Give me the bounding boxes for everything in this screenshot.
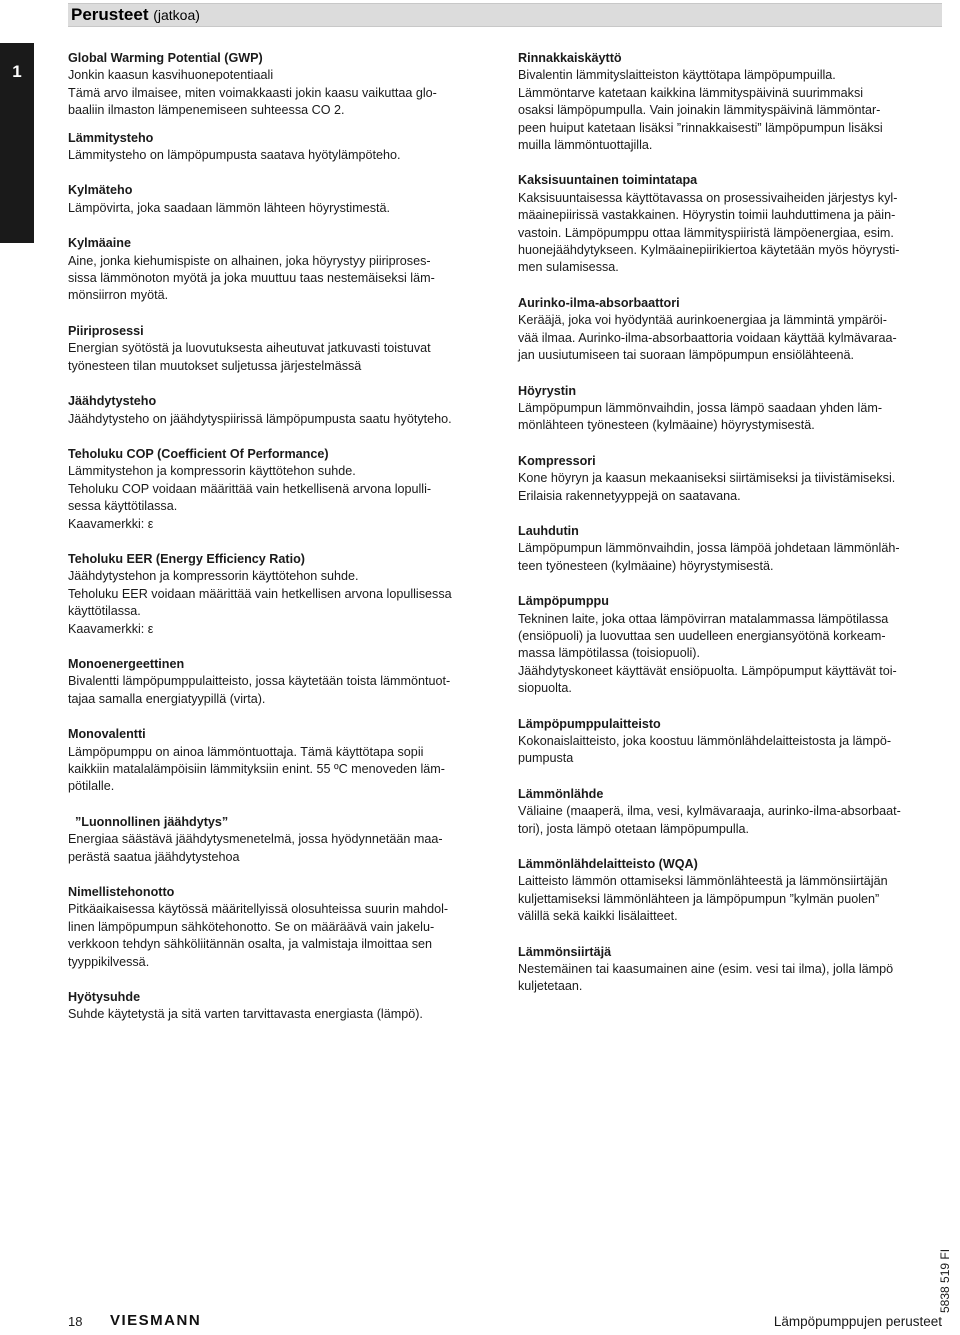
glossary-entry: [518, 944, 946, 996]
glossary-definition-line: kuljettamiseksi lämmönlähteen ja lämpöpumpun ”kylmän puolen”: [518, 891, 880, 906]
page-number: 18: [68, 1314, 83, 1329]
glossary-definition-line: käyttötilassa.: [68, 604, 141, 619]
glossary-entry: [68, 235, 498, 305]
glossary-definition-line: kaikkiin matalalämpöisiin lämmityksiin enint. 55 ºC menoveden läm-: [68, 762, 445, 776]
glossary-entry: [518, 716, 946, 768]
glossary-definition-line: peen huiput katetaan lisäksi ”rinnakkaisesti” lämpöpumpun lisäksi: [518, 120, 883, 135]
glossary-definition-line: Laitteisto lämmön ottamiseksi lämmönlähteestä ja lämmönsiirtäjän: [518, 874, 888, 889]
glossary-definition-line: tyyppikilvessä.: [68, 954, 150, 969]
glossary-entry: [68, 393, 498, 428]
glossary-term: Lämpöpumppulaitteisto: [518, 716, 661, 731]
glossary-entry: [518, 593, 946, 697]
glossary-term: Hyötysuhde: [68, 990, 141, 1005]
glossary-definition-line: Erilaisia rakennetyyppejä on saatavana.: [518, 488, 741, 503]
glossary-definition-line: Teholuku EER voidaan määrittää vain hetkellisen arvona lopullisessa: [68, 586, 452, 601]
glossary-term: Lämmitysteho: [68, 130, 154, 145]
glossary-definition-line: baaliin ilmaston lämpenemiseen suhteessa CO 2.: [68, 103, 345, 118]
glossary-term: ”Luonnollinen jäähdytys”: [68, 814, 229, 829]
glossary-definition-line: mäainepiirissä vastakkainen. Höyrystin toimii lauhduttimena ja päin-: [518, 208, 896, 223]
glossary-term: Monoenergeettinen: [68, 656, 185, 671]
glossary-definition-line: mönlähteen työnesteen (kylmäaine) höyrystymisestä.: [518, 418, 815, 433]
glossary-definition-line: Lämpöpumpun lämmönvaihdin, jossa lämpöä johdetaan lämmönläh-: [518, 541, 900, 556]
glossary-definition-line: Energiaa säästävä jäähdytysmenetelmä, jossa hyödynnetään maa-: [68, 832, 443, 847]
glossary-definition-line: sessa käyttötilassa.: [68, 499, 178, 514]
glossary-term: Global Warming Potential (GWP): [68, 51, 263, 65]
section-title-main: Perusteet: [71, 5, 149, 24]
glossary-definition-line: linen lämpöpumpun sähkötehonotto. Se on määräävä vain jakelu-: [68, 919, 435, 934]
glossary-term: Teholuku COP (Coefficient Of Performance): [68, 446, 329, 461]
section-title: [71, 4, 200, 26]
glossary-entry: [68, 884, 498, 971]
glossary-definition-line: Energian syötöstä ja luovutuksesta aiheutuvat jatkuvasti toistuvat: [68, 341, 431, 356]
glossary-term: Nimellistehonotto: [68, 885, 175, 900]
glossary-definition-line: Kone höyryn ja kaasun mekaaniseksi siirtämiseksi ja tiivistämiseksi.: [518, 471, 896, 486]
glossary-definition-line: Aine, jonka kiehumispiste on alhainen, joka höyrystyy piiriproses-: [68, 253, 431, 268]
glossary-definition-line: Tekninen laite, joka ottaa lämpövirran matalammassa lämpötilassa: [518, 611, 889, 626]
glossary-definition-line: vastoin. Lämpöpumppu ottaa lämmityspiiristä lämpöenergiaa, esim.: [518, 225, 894, 240]
glossary-definition-line: Kerääjä, joka voi hyödyntää aurinkoenergiaa ja lämmintä ympäröi-: [518, 313, 887, 328]
glossary-definition-line: tori), josta lämpö otetaan lämpöpumpulla.: [518, 821, 750, 836]
footer-title: Lämpöpumppujen perusteet: [773, 1314, 942, 1329]
glossary-entry: [68, 726, 498, 796]
glossary-term: Kaksisuuntainen toimintatapa: [518, 173, 698, 188]
glossary-definition-line: Bivalentin lämmityslaitteiston käyttötapa lämpöpumpuilla.: [518, 68, 836, 83]
glossary-entry: [68, 551, 498, 638]
glossary-definition-line: huonejäähdytykseen. Kylmäainepiirikiertoa käytetään myös höyrysti-: [518, 243, 900, 258]
glossary-definition-line: Väliaine (maaperä, ilma, vesi, kylmävaraaja, aurinko-ilma-absorbaat-: [518, 804, 901, 819]
glossary-definition-line: Lämpöpumpun lämmönvaihdin, jossa lämpö saadaan yhden läm-: [518, 400, 883, 415]
glossary-term: Kompressori: [518, 453, 596, 468]
left-column: [68, 50, 498, 1024]
glossary-definition-line: perästä saatua jäähdytystehoa: [68, 849, 240, 864]
glossary-term: Aurinko-ilma-absorbaattori: [518, 295, 680, 310]
glossary-definition-line: Pitkäaikaisessa käytössä määritellyissä olosuhteissa suurin mahdol-: [68, 902, 449, 917]
section-header-bar: [68, 3, 942, 27]
glossary-entry: [68, 130, 498, 165]
glossary-term: Höyrystin: [518, 383, 577, 398]
glossary-definition-line: verkkoon tehdyn sähköliitännän osalta, ja valmistaja ilmoittaa sen: [68, 937, 433, 952]
glossary-entry: [518, 786, 946, 838]
glossary-definition-line: tajaa samalla energiatyypillä (virta).: [68, 691, 266, 706]
glossary-entry: [68, 814, 498, 866]
glossary-entry: [68, 50, 498, 120]
glossary-term: Lämpöpumppu: [518, 594, 609, 609]
glossary-term: Kylmäaine: [68, 236, 131, 251]
glossary-definition-line: men sulamisessa.: [518, 260, 619, 275]
glossary-definition-line: mönsiirron myötä.: [68, 288, 169, 303]
glossary-entry: [518, 172, 946, 276]
glossary-definition-line: siopuolta.: [518, 681, 572, 696]
glossary-term: Lämmönlähde: [518, 786, 604, 801]
section-title-continued: (jatkoa): [153, 7, 200, 23]
glossary-definition-line: kuljetetaan.: [518, 979, 583, 994]
glossary-definition-line: Lämpövirta, joka saadaan lämmön lähteen höyrystimestä.: [68, 200, 391, 215]
glossary-definition-line: pötilalle.: [68, 779, 115, 794]
glossary-definition-line: (ensiöpuoli) ja luovuttaa sen uudelleen energiansyötönä korkeam-: [518, 628, 886, 643]
glossary-definition-line: Lämmitystehon ja kompressorin käyttötehon suhde.: [68, 464, 356, 479]
glossary-definition-line: Kokonaislaitteisto, joka koostuu lämmönlähdelaitteistosta ja lämpö-: [518, 734, 892, 748]
glossary-entry: [518, 295, 946, 365]
glossary-entry: [68, 323, 498, 375]
glossary-definition-line: Kaavamerkki: ε: [68, 621, 154, 636]
glossary-definition-line: Tämä arvo ilmaisee, miten voimakkaasti jokin kaasu vaikuttaa glo-: [68, 85, 437, 100]
glossary-entry: [518, 383, 946, 435]
glossary-entry: [68, 656, 498, 708]
glossary-term: Jäähdytysteho: [68, 394, 157, 409]
glossary-definition-line: Jäähdytysteho on jäähdytyspiirissä lämpöpumpusta saatu hyötyteho.: [68, 411, 452, 426]
glossary-definition-line: Lämmitysteho on lämpöpumpusta saatava hyötylämpöteho.: [68, 148, 401, 163]
glossary-definition-line: jan uusiutumiseen tai suoraan lämpöpumpun ensiölähteenä.: [518, 348, 855, 363]
glossary-definition-line: pumpusta: [518, 751, 574, 766]
glossary-definition-line: massa lämpötilassa (toisiopuoli).: [518, 646, 700, 661]
glossary-entry: [68, 989, 498, 1024]
glossary-definition-line: Kaksisuuntaisessa käyttötavassa on prosessivaiheiden järjestys kyl-: [518, 190, 898, 205]
glossary-definition-line: työnesteen tilan muutokset suljetussa järjestelmässä: [68, 358, 362, 373]
glossary-definition-line: Kaavamerkki: ε: [68, 516, 154, 531]
glossary-definition-line: Bivalentti lämpöpumppulaitteisto, jossa käytetään toista lämmöntuot-: [68, 674, 451, 689]
glossary-term: Rinnakkaiskäyttö: [518, 51, 622, 65]
glossary-term: Lauhdutin: [518, 523, 579, 538]
glossary-term: Lämmönsiirtäjä: [518, 944, 612, 959]
glossary-entry: [518, 50, 946, 154]
glossary-definition-line: osaksi lämpöpumpulla. Vain joinakin lämmityspäivinä lämmöntar-: [518, 103, 881, 118]
right-column: [518, 50, 946, 996]
brand-logo: VIESMANN: [110, 1312, 202, 1329]
glossary-definition-line: vää ilmaa. Aurinko-ilma-absorbaattoria voidaan käyttää kylmävaraa-: [518, 330, 897, 345]
glossary-term: Lämmönlähdelaitteisto (WQA): [518, 857, 698, 872]
glossary-definition-line: Lämmöntarve katetaan kaikkina lämmityspäivinä suurimmaksi: [518, 85, 864, 100]
glossary-definition-line: sissa lämmönoton myötä ja joka muuttuu taas nestemäiseksi läm-: [68, 271, 435, 286]
glossary-definition-line: teen työnesteen (kylmäaine) höyrystymisestä.: [518, 558, 774, 573]
glossary-term: Piiriprosessi: [68, 323, 144, 338]
glossary-term: Monovalentti: [68, 727, 146, 742]
glossary-entry: [518, 453, 946, 505]
glossary-term: Kylmäteho: [68, 183, 133, 198]
glossary-entry: [518, 523, 946, 575]
glossary-definition-line: Lämpöpumppu on ainoa lämmöntuottaja. Tämä käyttötapa sopii: [68, 744, 424, 759]
glossary-definition-line: välillä sekä kaikki lisälaitteet.: [518, 909, 678, 924]
glossary-entry: [68, 182, 498, 217]
glossary-term: Teholuku EER (Energy Efficiency Ratio): [68, 551, 305, 566]
glossary-entry: [518, 856, 946, 926]
document-code: 5838 519 FI: [938, 1248, 952, 1313]
chapter-number: 1: [12, 62, 22, 81]
glossary-definition-line: muilla lämmöntuottajilla.: [518, 138, 653, 153]
glossary-definition-line: Jäähdytystehon ja kompressorin käyttötehon suhde.: [68, 569, 359, 584]
glossary-definition-line: Nestemäinen tai kaasumainen aine (esim. vesi tai ilma), jolla lämpö: [518, 962, 894, 977]
glossary-definition-line: Jonkin kaasun kasvihuonepotentiaali: [68, 68, 274, 83]
glossary-definition-line: Suhde käytetystä ja sitä varten tarvittavasta energiasta (lämpö).: [68, 1007, 423, 1022]
glossary-entry: [68, 446, 498, 533]
glossary-definition-line: Jäähdytyskoneet käyttävät ensiöpuolta. Lämpöpumput käyttävät toi-: [518, 663, 897, 678]
glossary-definition-line: Teholuku COP voidaan määrittää vain hetkellisenä arvona lopulli-: [68, 481, 432, 496]
